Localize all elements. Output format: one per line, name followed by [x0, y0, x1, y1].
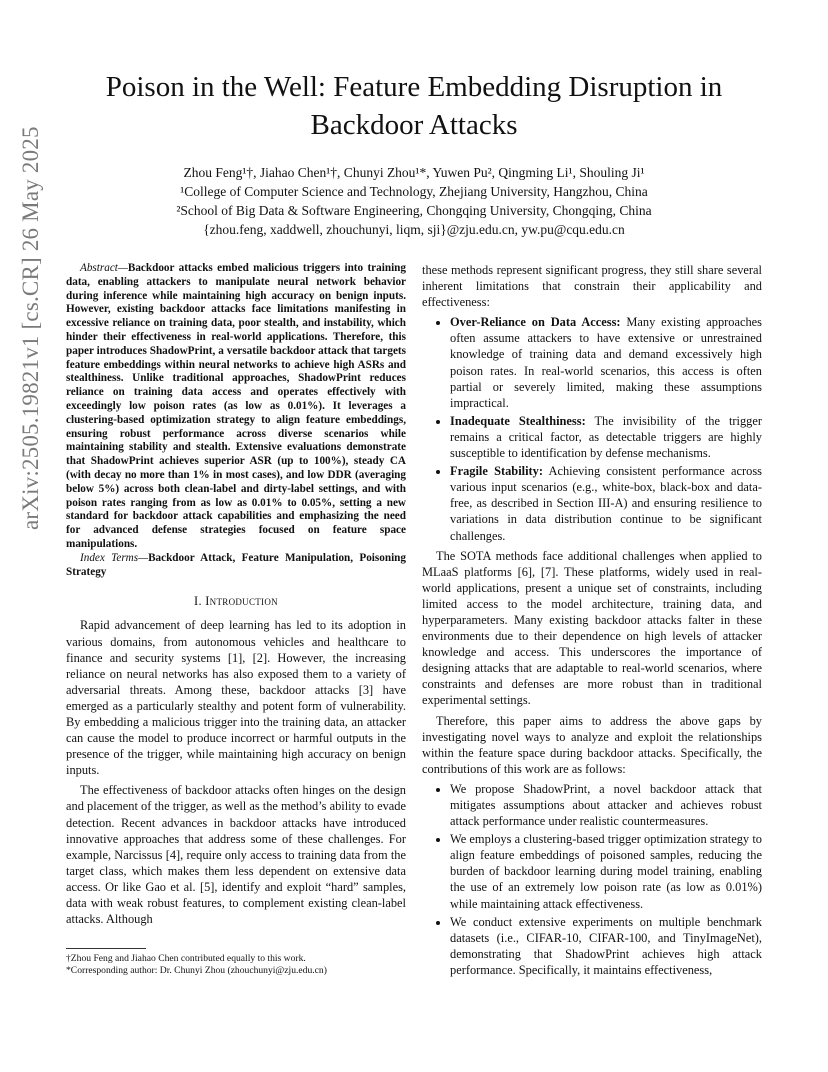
list-item-text: Many existing approaches often assume attackers to have extensive or unrestrained knowledge of training data and demand excessively high poison rates. In real-world scenarios, this access is often partial or severely limited, making these assumptions impractical. [450, 315, 762, 410]
footnotes [66, 944, 406, 977]
author-block [0, 163, 828, 239]
intro-paragraph-2: The effectiveness of backdoor attacks often hinges on the design and placement of the trigger, as well as the method’s ability to evade detection. Recent advances in backdoor attacks have introduced innovative approaches that address some of these challenges. For example, Narcissus [4], require only access to training data from the target class, which makes them less dependent on extensive data access. Or like Gao et al. [5], identify and exploit “hard” samples, data with weak robust features, to complement existing clean-label attacks. Although [66, 783, 406, 927]
affiliation-2: ²School of Big Data & Software Engineering, Chongqing University, Chongqing, China [176, 203, 652, 218]
index-terms [66, 552, 406, 580]
section-heading-introduction: I. Introduction [194, 594, 278, 609]
index-terms-text: Backdoor Attack, Feature Manipulation, Poisoning Strategy [66, 551, 406, 578]
list-item-head: Inadequate Stealthiness: [450, 413, 586, 428]
abstract [66, 262, 406, 552]
right-paragraph-2: The SOTA methods face additional challenges when applied to MLaaS platforms [6], [7]. These platforms, widely used in real-world applications, present a unique set of constraints, including limited access to the model architecture, training data, and hyperparameters. Many existing backdoor attacks falter in these environments due to their dependence on high levels of attacker knowledge and access. This underscores the importance of designing attacks that are adaptable to real-world scenarios, where constraints and defenses are more robust than in traditional experimental settings. [422, 548, 762, 708]
list-item [450, 463, 762, 543]
list-item: • We conduct extensive experiments on multiple benchmark datasets (i.e., CIFAR-10, CIFAR-100, and TinyImageNet), demonstrating that ShadowPrint achieves high attack performance. Specifically, it maintains effectiveness, [450, 914, 762, 978]
affiliation-1: ¹College of Computer Science and Technology, Zhejiang University, Hangzhou, China [180, 184, 648, 199]
abstract-label: Abstract— [80, 262, 128, 274]
arxiv-identifier: arXiv:2505.19821v1 [cs.CR] 26 May 2025 [18, 126, 43, 530]
footnote-rule [66, 948, 146, 949]
author-list: Zhou Feng¹†, Jiahao Chen¹†, Chunyi Zhou¹*, Yuwen Pu², Qingming Li¹, Shouling Ji¹ [183, 165, 645, 180]
list-item [450, 413, 762, 461]
abstract-text: Backdoor attacks embed malicious triggers into training data, enabling attackers to manipulate neural network behavior during inference while maintaining high accuracy on benign inputs. However, existing backdoor attacks face limitations manifesting in excessive reliance on training data, poor stealth, and instability, which hinder their effectiveness in real-world applications. Therefore, this paper introduces ShadowPrint, a versatile backdoor attack that targets feature embeddings within neural networks to achieve high ASRs and stealthiness. Unlike traditional approaches, ShadowPrint reduces reliance on training data access and operates effectively with exceedingly low poison rates (as low as 0.01%). It leverages a clustering-based optimization strategy to align feature embeddings, ensuring robust performance across diverse scenarios while maintaining stability and stealth. Extensive evaluations demonstrate that ShadowPrint achieves superior ASR (up to 100%), steady CA (with decay no more than 1% in most cases), and low DDR (averaging below 5%) across both clean-label and dirty-label settings, and with poison rates ranging from as low as 0.01% to 0.05%, setting a new standard for backdoor attack capabilities and emphasizing the need for advanced defense strategies focused on feature space manipulations. [66, 262, 406, 550]
right-paragraph-1: these methods represent significant progress, they still share several inherent limitations that constrain their applicability and effectiveness: [422, 263, 762, 310]
list-item-head: Over-Reliance on Data Access: [450, 315, 621, 330]
index-terms-label: Index Terms— [80, 551, 149, 564]
footnote-corresponding-author: *Corresponding author: Dr. Chunyi Zhou (zhouchunyi@zju.edu.cn) [66, 965, 327, 976]
intro-paragraph-1: Rapid advancement of deep learning has led to its adoption in various domains, from autonomous vehicles and healthcare to finance and security systems [1], [2]. However, the increasing reliance on neural networks has also exposed them to a variety of adversarial threats. Among these, backdoor attacks [3] have emerged as a particularly stealthy and potent form of vulnerability. By embedding a malicious trigger into the training data, an attacker can cause the model to produce incorrect or harmful outputs in the presence of the trigger, while maintaining high accuracy on benign inputs. [66, 618, 406, 778]
list-item [450, 314, 762, 411]
footnote-equal-contribution: †Zhou Feng and Jiahao Chen contributed equally to this work. [66, 953, 306, 964]
right-column [422, 262, 762, 982]
limitations-list [422, 314, 762, 543]
contributions-list [422, 781, 762, 978]
right-paragraph-3: Therefore, this paper aims to address the above gaps by investigating novel ways to analyze and exploit the relationships within the feature space during backdoor attacks. Specifically, the contributions of this work are as follows: [422, 713, 762, 776]
author-emails: {zhou.feng, xaddwell, zhouchunyi, liqm, sji}@zju.edu.cn, yw.pu@cqu.edu.cn [203, 222, 625, 237]
list-item-text: Achieving consistent performance across various input scenarios (e.g., white-box, black-box and data-free, as described in Section III-A) and ensuring resilience to variations in data distribution continue to be significant challenges. [450, 464, 762, 543]
list-item: • We propose ShadowPrint, a novel backdoor attack that mitigates assumptions about attacker and achieves robust attack performance under realistic countermeasures. [450, 781, 762, 829]
paper-title: Poison in the Well: Feature Embedding Disruption in Backdoor Attacks [105, 71, 723, 141]
list-item: • We employs a clustering-based trigger optimization strategy to align feature embeddings of poisoned samples, reducing the burden of backdoor learning during model training, enabling the use of an extremely low poison rate (as low as 0.01%) while maintaining attack effectiveness. [450, 831, 762, 911]
list-item-head: Fragile Stability: [450, 464, 543, 479]
left-column [66, 262, 406, 931]
list-item-text: The invisibility of the trigger remains a critical factor, as detectable triggers are highly susceptible to identification by defense mechanisms. [450, 413, 763, 461]
